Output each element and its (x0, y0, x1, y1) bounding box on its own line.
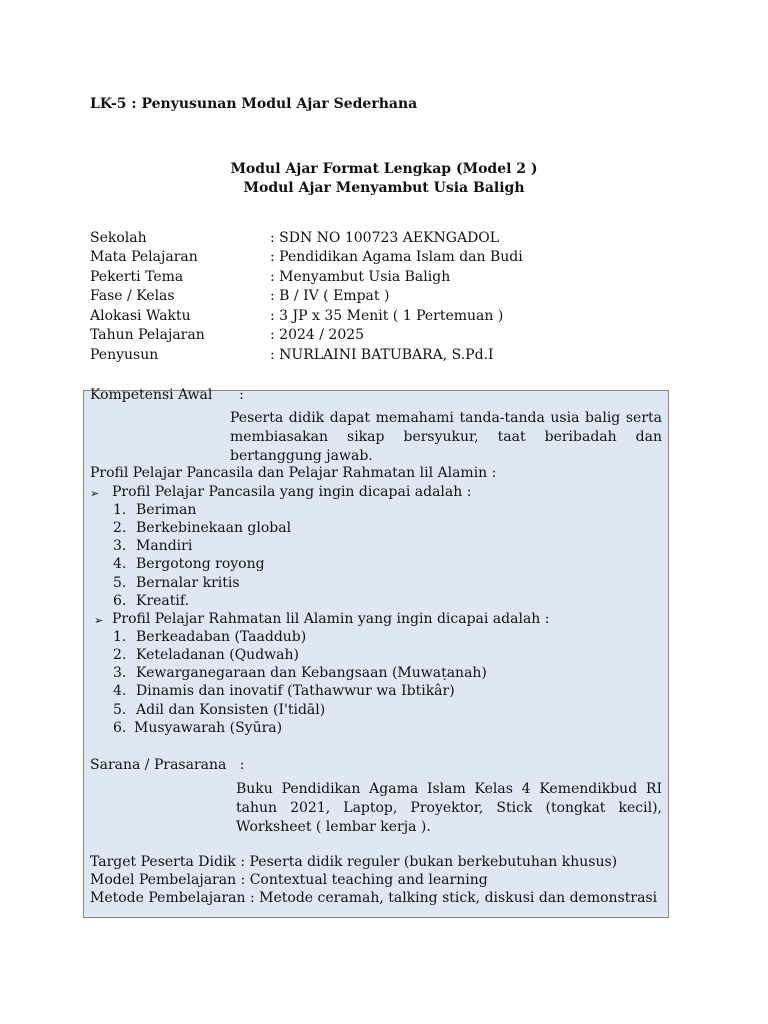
worksheet-title: LK-5 : Penyusunan Modul Ajar Sederhana (90, 96, 418, 112)
list-number: 2. (113, 520, 127, 536)
list-number: 5. (113, 575, 127, 591)
target-line: Target Peserta Didik : Peserta didik reguler (bukan berkebutuhan khusus) (90, 854, 618, 870)
module-title: Modul Ajar Format Lengkap (Model 2 ) (230, 161, 538, 177)
list-item: Bergotong royong (136, 556, 265, 572)
sarana-label: Sarana / Prasarana : (90, 757, 245, 773)
identity-value: : SDN NO 100723 AEKNGADOL (270, 230, 500, 246)
module-subtitle: Modul Ajar Menyambut Usia Baligh (243, 180, 525, 196)
list-number: 2. (113, 647, 127, 663)
list-item: Bernalar kritis (136, 575, 240, 591)
list-item: Berkeadaban (Taaddub) (136, 629, 307, 645)
list-item: Kewarganegaraan dan Kebangsaan (Muwaṭanah) (136, 665, 487, 681)
list-number: 3. (113, 538, 127, 554)
identity-label: Alokasi Waktu (90, 308, 191, 324)
list-item: Beriman (136, 502, 197, 518)
list-number: 4. (113, 683, 127, 699)
identity-value: : 2024 / 2025 (270, 327, 365, 343)
list-item: Berkebinekaan global (136, 520, 292, 536)
identity-label: Tahun Pelajaran (90, 327, 205, 343)
list-item: Keteladanan (Qudwah) (136, 647, 299, 663)
list-number: 1. (113, 629, 127, 645)
kompetensi-text: Peserta didik dapat memahami tanda-tanda usia balig serta membiasakan sikap bersyukur, taat beribadah dan bertanggung jawab. (230, 410, 662, 464)
identity-value: : B / IV ( Empat ) (270, 288, 390, 304)
identity-value: : Pendidikan Agama Islam dan Budi (270, 249, 523, 265)
identity-label: Sekolah (90, 230, 147, 246)
identity-value: : Menyambut Usia Baligh (270, 269, 451, 285)
arrow-bullet-icon: ➢ (94, 614, 104, 627)
list-item: Kreatif. (136, 593, 190, 609)
identity-value: : 3 JP x 35 Menit ( 1 Pertemuan ) (270, 308, 504, 324)
identity-label: Pekerti Tema (90, 269, 184, 285)
arrow-bullet-icon: ➢ (90, 487, 100, 500)
list-number: 6. (113, 593, 127, 609)
identity-label: Penyusun (90, 347, 159, 363)
profil-heading: Profil Pelajar Pancasila dan Pelajar Rahmatan lil Alamin : (90, 465, 497, 481)
list-item: Musyawarah (Syūra) (134, 720, 283, 736)
list-number: 4. (113, 556, 127, 572)
list-number: 5. (113, 702, 127, 718)
metode-line: Metode Pembelajaran : Metode ceramah, talking stick, diskusi dan demonstrasi (90, 890, 658, 906)
list-number: 6. (113, 720, 127, 736)
rahmatan-heading: Profil Pelajar Rahmatan lil Alamin yang ingin dicapai adalah : (112, 611, 550, 627)
list-number: 3. (113, 665, 127, 681)
list-item: Mandiri (136, 538, 193, 554)
list-item: Adil dan Konsisten (I'tidāl) (136, 702, 326, 718)
kompetensi-label: Kompetensi Awal : (90, 387, 244, 403)
model-line: Model Pembelajaran : Contextual teaching and learning (90, 872, 488, 888)
list-item: Dinamis dan inovatif (Tathawwur wa Ibtikâr) (136, 683, 455, 699)
identity-label: Mata Pelajaran (90, 249, 198, 265)
sarana-text: Buku Pendidikan Agama Islam Kelas 4 Kemendikbud RI tahun 2021, Laptop, Proyektor, Stick (tongkat kecil), Worksheet ( lembar kerja ). (236, 781, 662, 835)
identity-value: : NURLAINI BATUBARA, S.Pd.I (270, 347, 494, 363)
identity-label: Fase / Kelas (90, 288, 175, 304)
list-number: 1. (113, 502, 127, 518)
pancasila-heading: Profil Pelajar Pancasila yang ingin dicapai adalah : (112, 484, 472, 500)
